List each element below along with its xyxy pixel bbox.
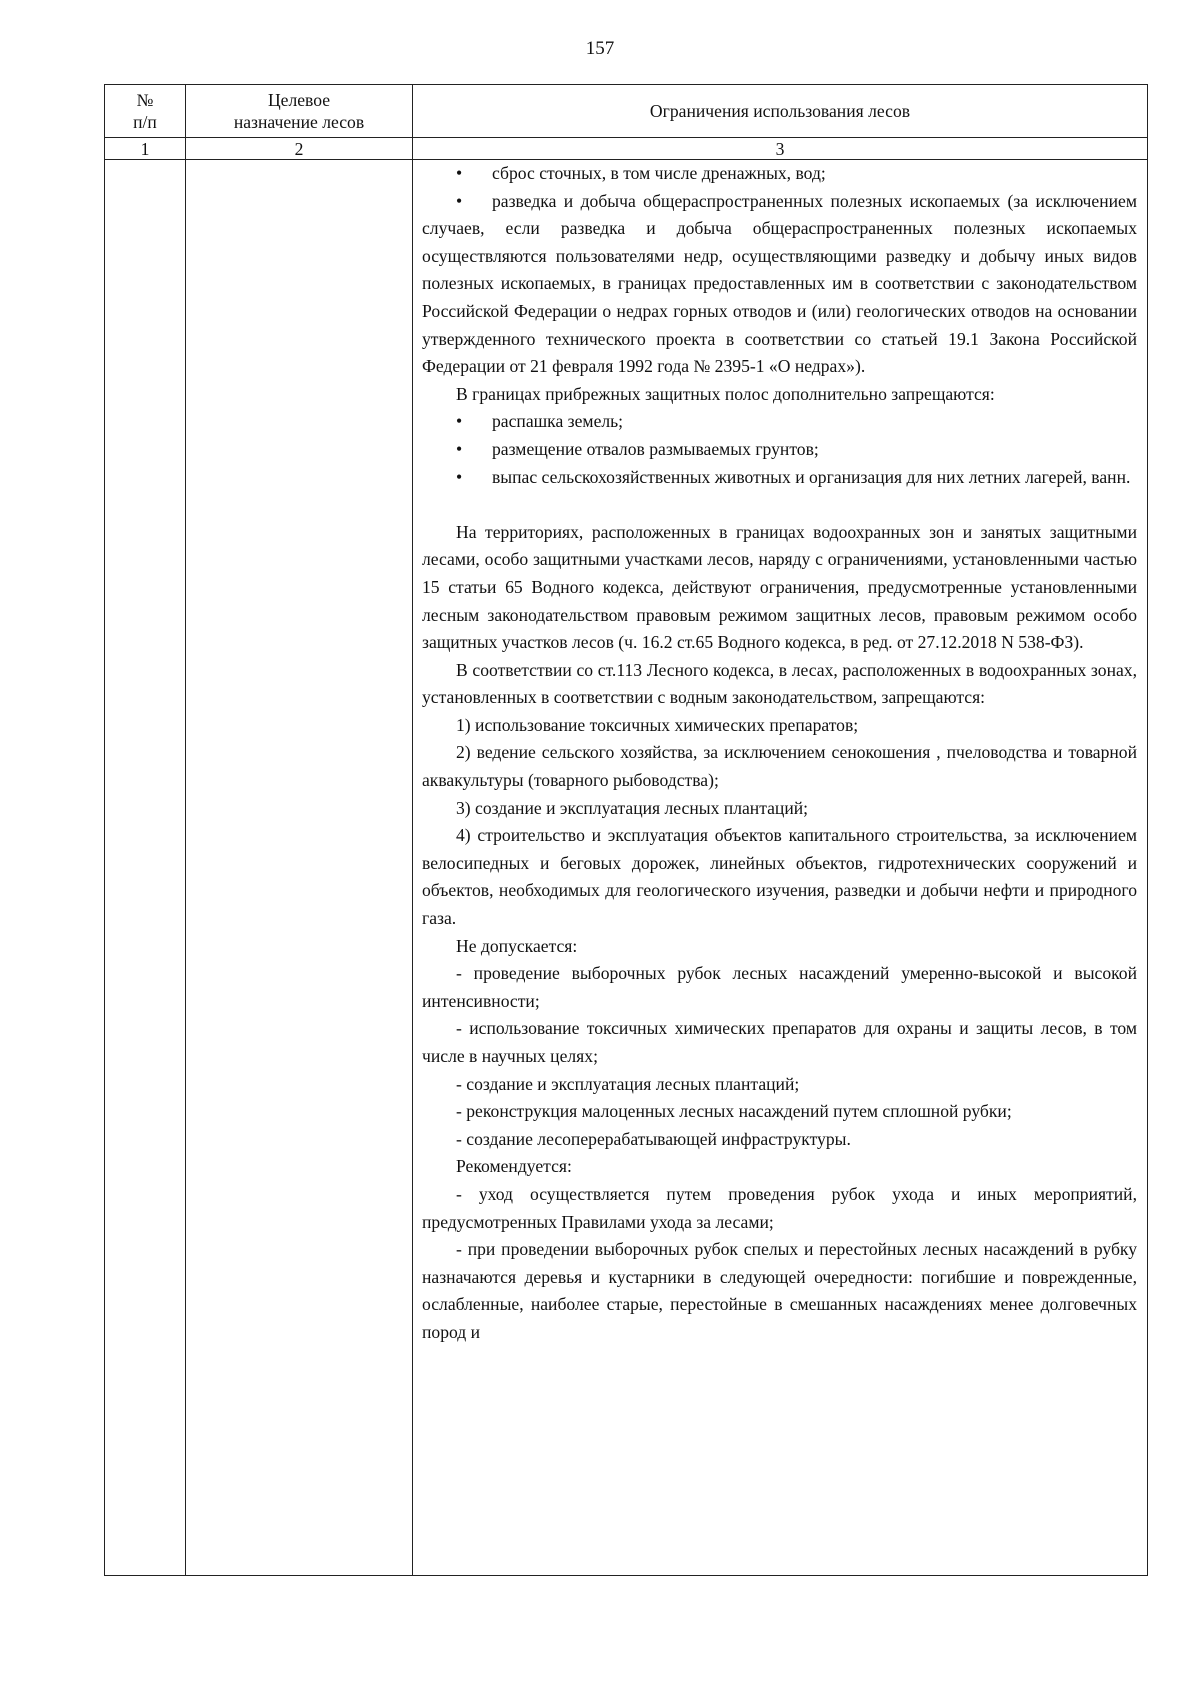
paragraph: На территориях, расположенных в границах водоохранных зон и занятых защитными лесами, особо защитными участками лесов, наряду с ограничениями, установленными частью 15 статьи 65 Водного кодекса, действуют ограничения, предусмотренные установленными лесным законодательством правовым режимом защитных лесов, правовым режимом особо защитных участков лесов (ч. 16.2 ст.65 Водного кодекса, в ред. от 27.12.2018 N 538-ФЗ). [422,521,1137,653]
restrictions-text [413,160,1147,1347]
bullet-item [422,408,1137,436]
header-purpose-line2: назначение лесов [233,112,365,132]
bullet-text: выпас сельскохозяйственных животных и организация для них летних лагерей, ванн. [492,466,1131,487]
bullet-item [422,436,1137,464]
bullet-icon: • [456,466,463,487]
header-purpose [186,85,413,138]
restrictions-table [104,84,1148,1576]
cell-purpose [186,160,413,1576]
paragraph: Рекомендуется: [456,1156,572,1177]
table-row [105,160,1148,1576]
bullet-text: размещение отвалов размываемых грунтов; [492,438,819,459]
paragraph: - использование токсичных химических препаратов для охраны и защиты лесов, в том числе в научных целях; [422,1018,1137,1066]
column-number-1: 1 [105,138,186,160]
header-number-line2: п/п [133,112,157,132]
cell-number [105,160,186,1576]
paragraph: Не допускается: [456,935,578,956]
paragraph: 2) ведение сельского хозяйства, за исключением сенокошения , пчеловодства и товарной аквакультуры (товарного рыбоводства); [422,742,1137,791]
paragraph: - проведение выборочных рубок лесных насаждений умеренно-высокой и высокой интенсивности; [422,963,1137,1011]
header-number [105,85,186,138]
paragraph: 4) строительство и эксплуатация объектов капитального строительства, за исключением велосипедных и беговых дорожек, линейных объектов, гидротехнических сооружений и объектов, необходимых для геологического изучения, разведки и добычи нефти и природного газа. [422,825,1137,929]
blank-line [422,491,1137,519]
paragraph: - уход осуществляется путем проведения рубок ухода и иных мероприятий, предусмотренных Правилами ухода за лесами; [422,1183,1137,1232]
bullet-item [422,160,1137,188]
paragraph: - при проведении выборочных рубок спелых и перестойных лесных насаждений в рубку назначаются деревья и кустарники в следующей очередности: погибшие и поврежденные, ослабленные, наиболее старые, перестойные в смешанных насаждениях менее долговечных пород и [422,1239,1137,1342]
paragraph: В соответствии со ст.113 Лесного кодекса, в лесах, расположенных в водоохранных зонах, установленных в соответствии с водным законодательством, запрещаются: [422,659,1137,708]
bullet-icon: • [456,190,463,211]
paragraph: - реконструкция малоценных лесных насаждений путем сплошной рубки; [456,1101,1012,1122]
bullet-text: разведка и добыча общераспространенных полезных ископаемых (за исключением случаев, если разведка и добыча общераспространенных полезных ископаемых осуществляются пользователями недр, осуществляющими разведку и добычу иных видов полезных ископаемых, в границах предоставленных им в соответствии с законодательством Российской Федерации о недрах горных отводов и (или) геологических отводов на основании утвержденного технического проекта в соответствии со статьей 19.1 Закона Российской Федерации от 21 февраля 1992 года № 2395-1 «О недрах»). [422,190,1137,377]
header-restrictions: Ограничения использования лесов [413,85,1148,138]
paragraph: - создание и эксплуатация лесных плантаций; [456,1073,800,1094]
bullet-item [422,464,1137,492]
cell-restrictions [413,160,1148,1576]
paragraph: В границах прибрежных защитных полос дополнительно запрещаются: [456,383,995,404]
header-number-line1: № [136,90,154,110]
bullet-item [422,188,1137,381]
column-number-3: 3 [413,138,1148,160]
bullet-text: распашка земель; [492,411,624,432]
bullet-text: сброс сточных, в том числе дренажных, вод; [492,163,826,183]
bullet-icon: • [456,438,463,459]
page-number: 157 [585,38,615,59]
paragraph: - создание лесоперерабатывающей инфраструктуры. [456,1128,851,1149]
paragraph: 3) создание и эксплуатация лесных плантаций; [456,797,809,818]
table-header-row [105,85,1148,138]
paragraph: 1) использование токсичных химических препаратов; [456,714,859,735]
bullet-icon: • [456,163,463,183]
bullet-icon: • [456,411,463,432]
header-purpose-line1: Целевое [267,90,331,110]
column-number-row [105,138,1148,160]
column-number-2: 2 [186,138,413,160]
